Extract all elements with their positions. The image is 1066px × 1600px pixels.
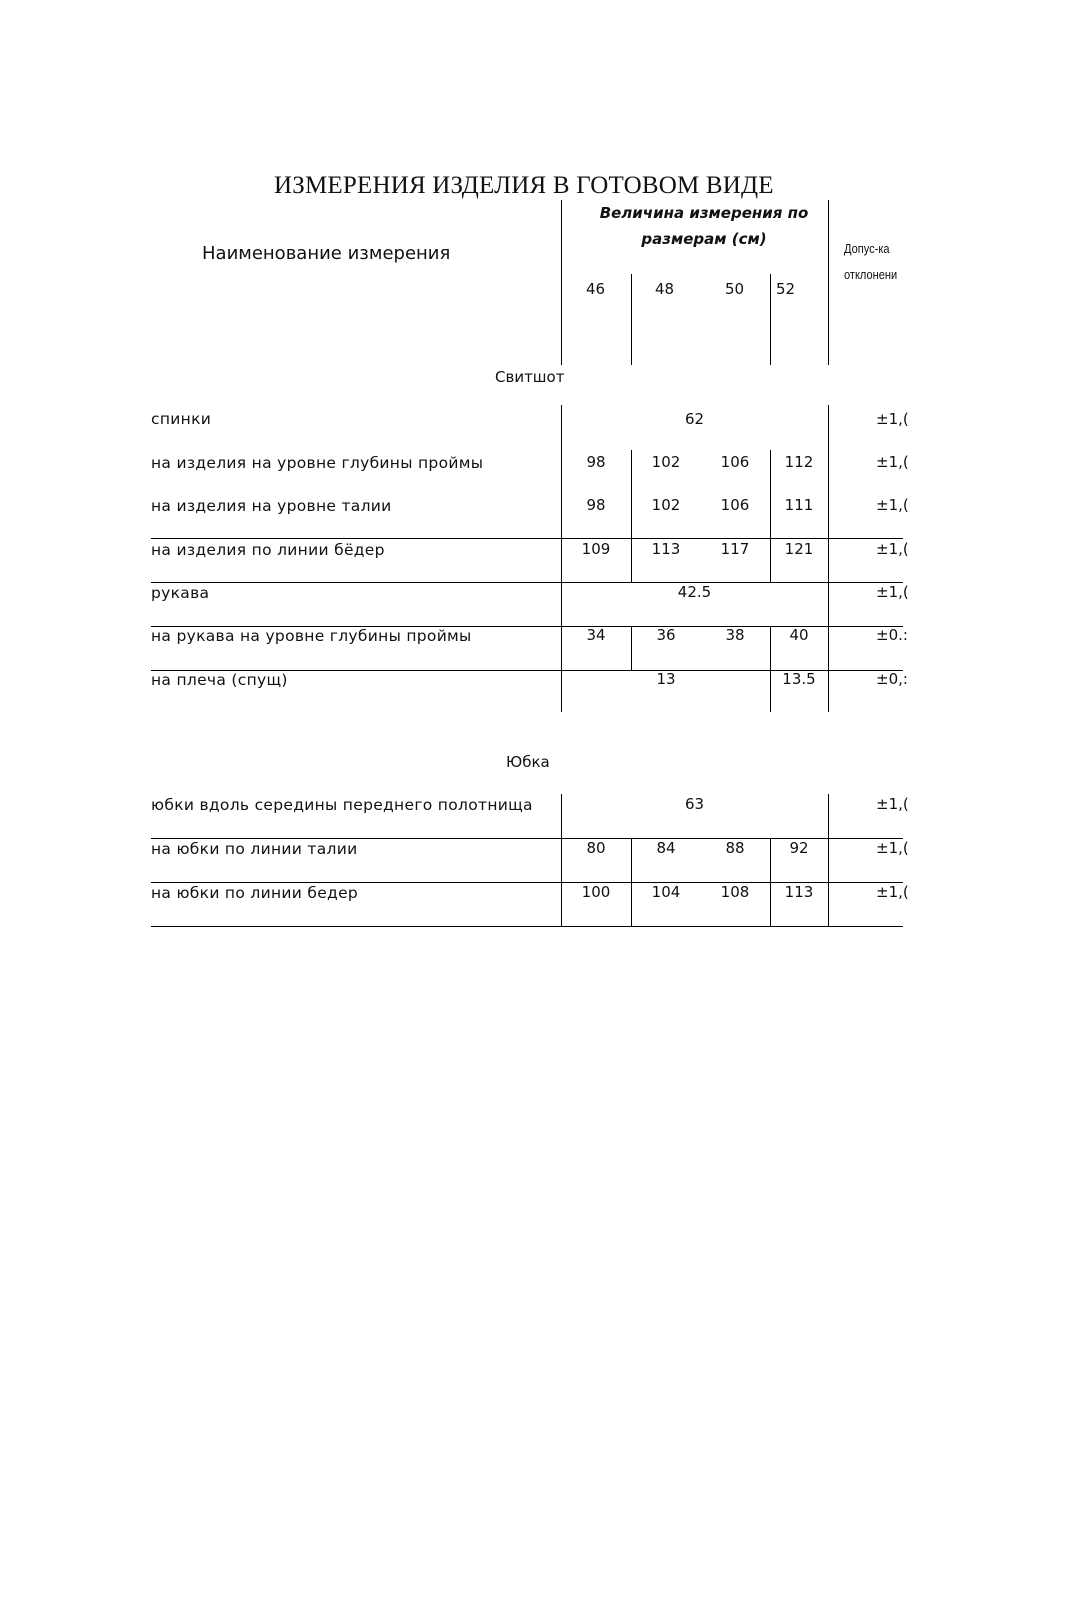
grid-line: [561, 794, 562, 927]
cell-value: 13.5: [782, 670, 816, 688]
grid-line: [561, 200, 562, 365]
cell-tolerance: ±1,(: [876, 496, 909, 514]
cell-tolerance: ±1,(: [876, 453, 909, 471]
size-50: 50: [725, 280, 745, 298]
cell-value: 100: [581, 883, 611, 901]
cell-value: 111: [784, 496, 814, 514]
size-48: 48: [655, 280, 675, 298]
row-name: юбки вдоль середины переднего полотнища: [151, 796, 533, 814]
row-name: на изделия на уровне глубины проймы: [151, 454, 484, 472]
grid-line: [151, 538, 903, 539]
row-name: на изделия по линии бёдер: [151, 541, 385, 559]
grid-line: [770, 274, 771, 365]
size-52: 52: [776, 280, 796, 298]
cell-value: 98: [586, 496, 606, 514]
cell-tolerance: ±0,:: [876, 670, 908, 688]
cell-merged: 13: [656, 670, 676, 688]
header-measurement-name: Наименование измерения: [202, 243, 451, 264]
cell-tolerance: ±1,(: [876, 839, 909, 857]
cell-value: 36: [656, 626, 676, 644]
grid-line: [828, 200, 829, 365]
cell-value: 102: [651, 453, 681, 471]
header-tol-line2: отклонени: [844, 267, 898, 282]
cell-value: 80: [586, 839, 606, 857]
cell-value: 92: [789, 839, 809, 857]
grid-line: [631, 274, 632, 365]
cell-value: 121: [784, 540, 814, 558]
section-title-sweatshirt: Свитшот: [495, 368, 565, 386]
cell-tolerance: ±1,(: [876, 540, 909, 558]
cell-value: 98: [586, 453, 606, 471]
cell-value: 109: [581, 540, 611, 558]
section-title-skirt: Юбка: [506, 753, 550, 771]
row-name: на рукава на уровне глубины проймы: [151, 627, 472, 645]
size-46: 46: [586, 280, 606, 298]
cell-tolerance: ±1,(: [876, 883, 909, 901]
row-name: на юбки по линии бедер: [151, 884, 359, 902]
row-name: на изделия на уровне талии: [151, 497, 392, 515]
cell-value: 84: [656, 839, 676, 857]
header-values-line2: размерам (см): [641, 230, 767, 248]
cell-tolerance: ±1,(: [876, 795, 909, 813]
cell-tolerance: ±1,(: [876, 410, 909, 428]
header-tol-line1: Допус-ка: [844, 241, 890, 256]
page-title: ИЗМЕРЕНИЯ ИЗДЕЛИЯ В ГОТОВОМ ВИДЕ: [274, 172, 774, 199]
cell-tolerance: ±1,(: [876, 583, 909, 601]
cell-value: 117: [720, 540, 750, 558]
row-name: спинки: [151, 410, 212, 428]
grid-line: [828, 405, 829, 712]
grid-line: [151, 926, 903, 927]
cell-value: 40: [789, 626, 809, 644]
cell-value: 106: [720, 496, 750, 514]
row-name: рукава: [151, 584, 210, 602]
row-name: на плеча (спущ): [151, 671, 288, 689]
grid-line: [561, 405, 562, 712]
cell-value: 34: [586, 626, 606, 644]
cell-value: 88: [725, 839, 745, 857]
cell-merged: 63: [684, 795, 705, 813]
cell-merged: 62: [684, 410, 705, 428]
cell-value: 113: [651, 540, 681, 558]
cell-tolerance: ±0.:: [876, 626, 908, 644]
header-values-line1: Величина измерения по: [599, 204, 809, 222]
cell-merged: 42.5: [677, 583, 712, 601]
cell-value: 102: [651, 496, 681, 514]
header-tolerance: [844, 236, 897, 288]
cell-value: 108: [720, 883, 750, 901]
cell-value: 106: [720, 453, 750, 471]
cell-value: 113: [784, 883, 814, 901]
cell-value: 104: [651, 883, 681, 901]
cell-value: 38: [725, 626, 745, 644]
row-name: на юбки по линии талии: [151, 840, 358, 858]
cell-value: 112: [784, 453, 814, 471]
grid-line: [828, 794, 829, 927]
